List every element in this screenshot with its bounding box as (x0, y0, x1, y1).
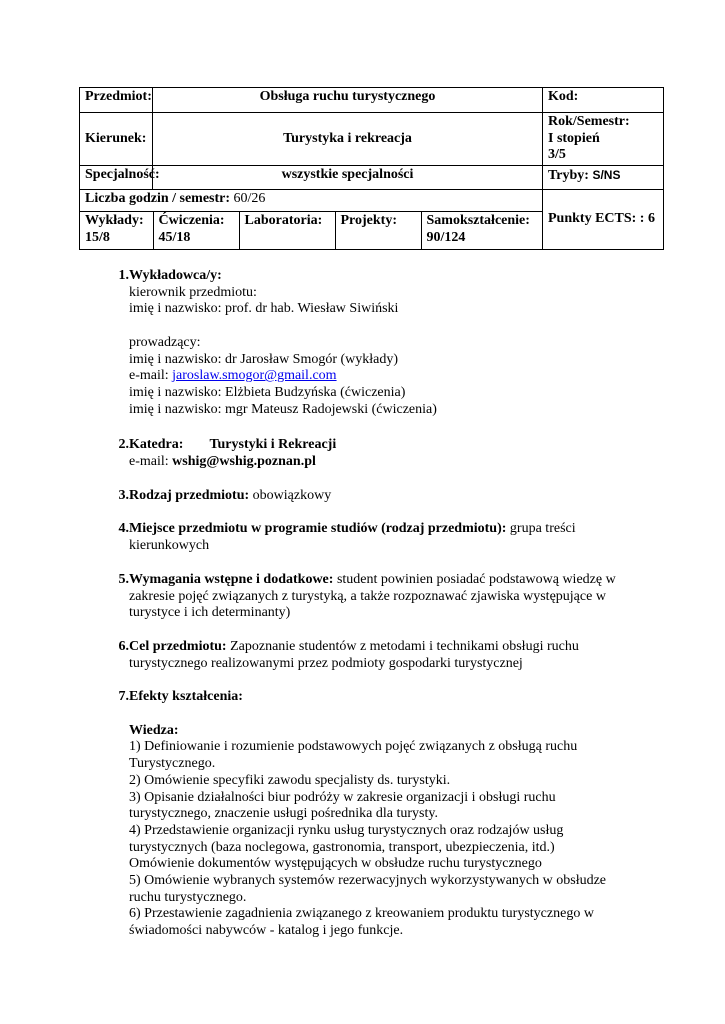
text-line: imię i nazwisko: mgr Mateusz Radojewski (ćwiczenia) (129, 401, 437, 417)
przedmiot-label: Przedmiot: (80, 88, 153, 113)
section-title: Rodzaj przedmiotu: (129, 487, 250, 503)
text-line: imię i nazwisko: Elżbieta Budzyńska (ćwiczenia) (129, 384, 406, 400)
kierunek-label: Kierunek: (80, 113, 153, 166)
section-body (129, 437, 657, 470)
cwiczenia-value: 45/18 (158, 229, 191, 245)
email-line (129, 454, 657, 471)
section-number: 7. (118, 689, 129, 705)
cwiczenia-cell (153, 212, 239, 249)
section-wykladowcy (97, 268, 657, 418)
email-line (129, 368, 657, 385)
samoksztalcenie-value: 90/124 (426, 229, 466, 245)
section-number: 6. (118, 638, 129, 654)
section-rodzaj (97, 488, 657, 505)
text-line: turystyce i ich determinanty) (129, 605, 291, 621)
specjalnosc-value: wszystkie specjalności (153, 166, 543, 190)
wyklady-value: 15/8 (85, 229, 110, 245)
cwiczenia-label: Ćwiczenia: (158, 213, 225, 228)
kod-label: Kod: (543, 88, 664, 113)
projekty-cell: Projekty: (335, 212, 421, 249)
efekty-line: Turystycznego. (129, 756, 216, 772)
text-line: prowadzący: (129, 334, 201, 350)
email-label: e-mail: (129, 368, 173, 384)
text-line: turystycznego realizowanymi przez podmioty gospodarki turystycznej (129, 655, 523, 671)
section-value: grupa treści (506, 521, 576, 537)
tryby-cell (543, 166, 664, 190)
section-title: Katedra: (129, 437, 184, 453)
rok-value-semestr: 3/5 (548, 147, 566, 162)
section-number: 5. (118, 571, 129, 587)
hours-breakdown-row (80, 212, 543, 250)
efekty-line: 5) Omówienie wybranych systemów rezerwacyjnych wykorzystywanych w obsłudze (129, 873, 607, 889)
godzin-value: 60/26 (233, 191, 266, 206)
laboratoria-cell: Laboratoria: (239, 212, 335, 249)
efekty-line: turystycznego, znaczenie usługi pośrednika dla turysty. (129, 806, 438, 822)
section-title: Efekty kształcenia: (129, 689, 243, 705)
rok-label: Rok/Semestr: (548, 114, 630, 129)
tryby-label: Tryby: (548, 168, 589, 183)
samoksztalcenie-cell (421, 212, 543, 249)
section-value: student powinien posiadać podstawową wiedzę w (333, 571, 616, 587)
course-info-table (79, 87, 664, 250)
wiedza-heading: Wiedza: (129, 722, 179, 738)
section-number: 1. (118, 268, 129, 283)
section-body (129, 572, 657, 622)
section-body (129, 488, 657, 505)
katedra-email: wshig@wshig.poznan.pl (172, 454, 316, 470)
rok-value-stopien: I stopień (548, 130, 600, 146)
text-line: imię i nazwisko: dr Jarosław Smogór (wykłady) (129, 351, 399, 367)
text-line: kierunkowych (129, 538, 210, 554)
section-body (129, 521, 657, 554)
specjalnosc-label: Specjalność: (80, 166, 153, 190)
section-value: Zapoznanie studentów z metodami i technikami obsługi ruchu (226, 638, 579, 654)
efekty-line: 6) Przestawienie zagadnienia związanego z kreowaniem produktu turystycznego w (129, 906, 594, 922)
email-link[interactable]: jaroslaw.smogor@gmail.com (172, 368, 337, 384)
efekty-line: Omówienie dokumentów występujących w obsłudze ruchu turystycznego (129, 856, 542, 872)
efekty-line: 1) Definiowanie i rozumienie podstawowych pojęć związanych z obsługą ruchu (129, 739, 578, 755)
efekty-line: 3) Opisanie działalności biur podróży w zakresie organizacji i obsługi ruchu (129, 789, 556, 805)
section-efekty (97, 689, 657, 940)
section-number: 3. (118, 487, 129, 503)
efekty-line: ruchu turystycznego. (129, 889, 247, 905)
katedra-value: Turystyki i Rekreacji (209, 437, 337, 453)
section-body (129, 689, 657, 940)
section-title: Wykładowca/y: (129, 268, 222, 283)
wyklady-cell (80, 212, 153, 249)
tryby-value: S/NS (592, 168, 621, 182)
przedmiot-value: Obsługa ruchu turystycznego (153, 88, 543, 113)
ects-cell: Punkty ECTS: : 6 (543, 190, 664, 250)
godzin-cell (80, 190, 543, 212)
section-miejsce (97, 521, 657, 554)
section-title: Miejsce przedmiotu w programie studiów (rodzaj przedmiotu): (129, 521, 507, 537)
section-wymagania (97, 572, 657, 622)
efekty-line: 2) Omówienie specyfiki zawodu specjalisty ds. turystyki. (129, 772, 451, 788)
section-value: obowiązkowy (249, 487, 332, 503)
text-line: imię i nazwisko: prof. dr hab. Wiesław Siwiński (129, 301, 399, 317)
efekty-line: świadomości nabywców - katalog i jego funkcje. (129, 923, 404, 939)
text-line: zakresie pojęć związanych z turystyką, a także rozpoznawać zjawiska występujące w (129, 588, 606, 604)
section-body (129, 268, 657, 418)
godzin-label: Liczba godzin / semestr: (85, 191, 231, 206)
section-number: 4. (118, 521, 129, 537)
section-title: Cel przedmiotu: (129, 638, 227, 654)
kierunek-value: Turystyka i rekreacja (153, 113, 543, 166)
efekty-line: turystycznych (baza noclegowa, gastronomia, transport, ubezpieczenia, itd.) (129, 839, 555, 855)
section-number: 2. (118, 437, 129, 453)
wyklady-label: Wykłady: (85, 213, 144, 228)
section-body (129, 639, 657, 672)
section-title: Wymagania wstępne i dodatkowe: (129, 571, 334, 587)
efekty-line: 4) Przedstawienie organizacji rynku usług turystycznych oraz rodzajów usług (129, 822, 564, 838)
text-line: kierownik przedmiotu: (129, 284, 257, 300)
section-cel (97, 639, 657, 672)
email-label: e-mail: (129, 454, 173, 470)
samoksztalcenie-label: Samokształcenie: (426, 213, 530, 228)
rok-semestr-cell (543, 113, 664, 166)
syllabus-content (97, 268, 657, 957)
section-katedra (97, 437, 657, 470)
